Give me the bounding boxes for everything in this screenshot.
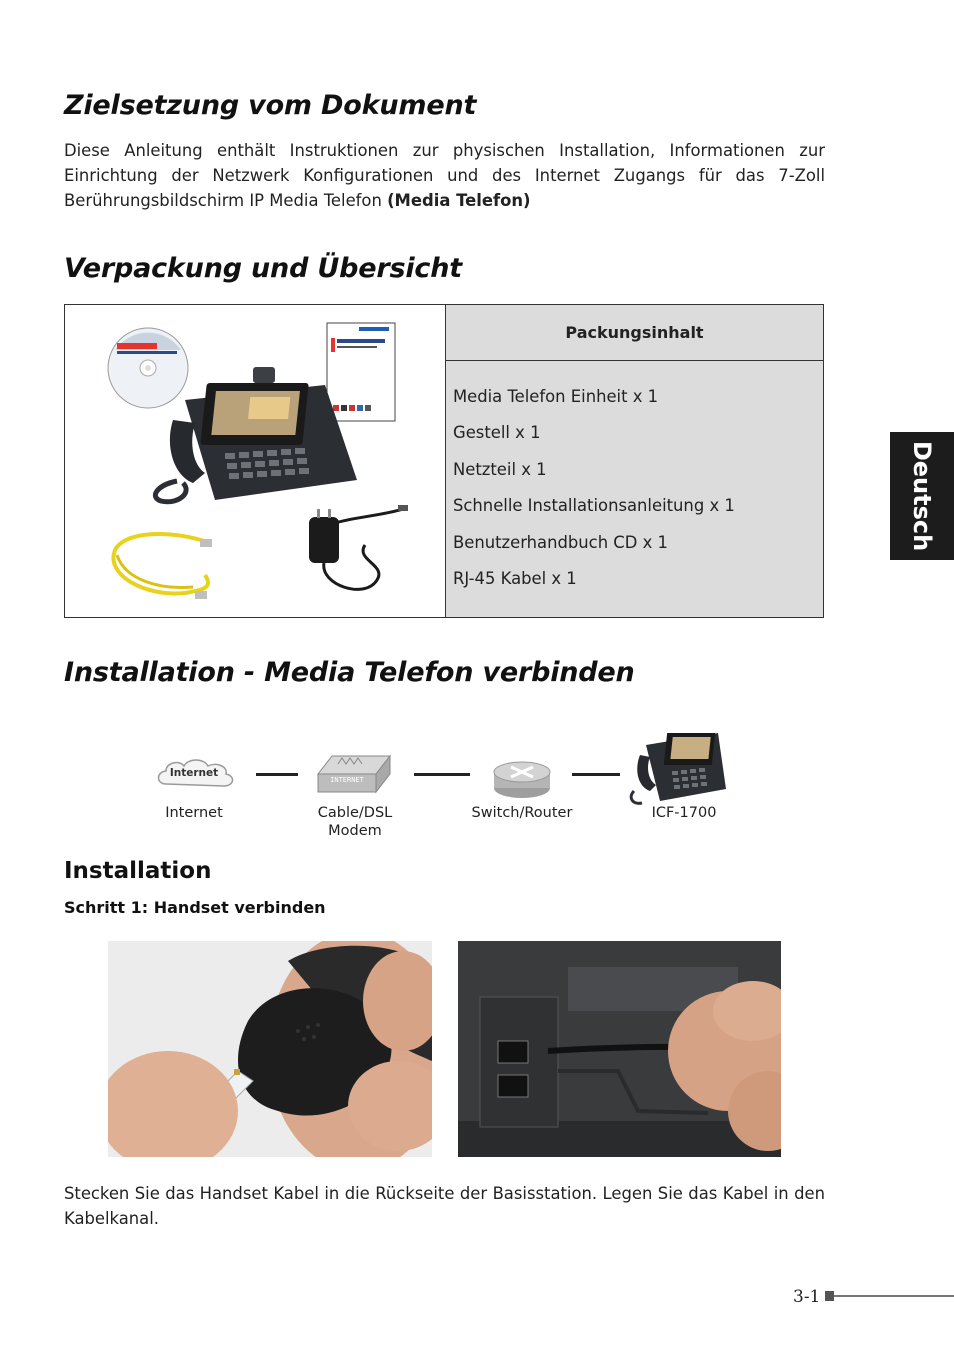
cloud-icon [154,754,236,792]
rj45-cable-icon [113,534,212,599]
package-contents-panel [446,305,823,617]
section-title-connect: Installation - Media Telefon verbinden [64,657,635,688]
cloud-label: Internet [169,767,219,779]
list-item: Media Telefon Einheit x 1 [453,387,659,406]
modem-icon [314,752,394,796]
language-tab [890,432,954,560]
manual-icon [327,323,395,421]
package-contents-image [65,305,446,617]
purpose-text-bold: (Media Telefon) [387,191,531,210]
media-phone-small-icon [626,725,726,807]
section-title-purpose: Zielsetzung vom Dokument [64,90,477,121]
list-item: Gestell x 1 [453,423,541,443]
package-table [64,304,824,618]
step1-title: Schritt 1: Handset verbinden [64,898,326,917]
step1-paragraph: Stecken Sie das Handset Kabel in die Rückseite der Basisstation. Legen Sie das Kabel in den Kabelkanal. [64,1184,825,1228]
router-icon [491,756,553,800]
node-label-modem: Cable/DSL Modem [317,805,393,839]
link-line [572,773,620,776]
package-contents-header: Packungsinhalt [446,305,823,361]
package-illustration [65,305,445,617]
link-line [256,773,298,776]
page-rule [834,1295,954,1297]
purpose-paragraph [64,138,825,213]
power-adapter-icon [309,505,408,589]
cd-icon [108,328,188,408]
installation-title: Installation [64,858,212,884]
list-item: RJ-45 Kabel x 1 [453,569,577,589]
section-title-package: Verpackung und Übersicht [64,253,462,284]
node-label-phone: ICF-1700 [651,805,717,821]
node-label-router: Switch/Router [471,805,573,821]
list-item: Schnelle Installationsanleitung x 1 [453,496,735,516]
modem-label: INTERNET [330,776,364,784]
purpose-text: Diese Anleitung enthält Instruktionen zur physischen Installation, Informationen zur Einrichtung der Netzwerk Konfigurationen und des Internet Zugangs für das 7-Zoll Berührungsbildschirm IP Media Telefon [64,141,825,210]
page-number: 3-1 [793,1287,821,1307]
photo-cable-channel [458,941,781,1157]
language-tab-label: Deutsch [908,440,937,552]
photo-handset-cable [108,941,432,1157]
list-item: Benutzerhandbuch CD x 1 [453,532,668,552]
node-label-internet: Internet [165,805,223,821]
link-line [414,773,470,776]
list-item: Netzteil x 1 [453,459,547,479]
page-marker [825,1291,834,1301]
package-contents-list [446,361,823,597]
